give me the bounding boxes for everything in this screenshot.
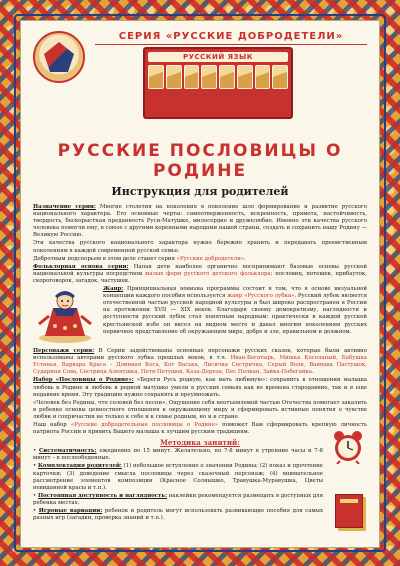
method-item-text: наклейки рекомендуется размещать в доступных для ребенка местах. [33, 492, 323, 506]
body-text [33, 204, 367, 522]
product-card [148, 65, 164, 89]
method-item-label: Игровые вариации: [38, 508, 103, 514]
purpose-label: Назначение серии: [33, 204, 96, 210]
set-text3-prefix: Наш набор [33, 421, 71, 428]
method-item: • Игровые вариации: ребенок и родитель могут использовать развивающие пособия для самых разных игр (загадки, проверка знаний и т.п.). [33, 508, 324, 522]
folk-text-suffix: : пословиц, потешек, прибауток, скороговорок, загадок, частушек. [33, 270, 367, 284]
method-item-text: (1) небольшое вступление о значении Родины; (2) показ и прочтение карточки; (3) доведение смысла пословицы через сказочный персонаж; (4) внимательное рассмотрение элементов композиции (Красное Солнышко, Травушка-Муравушка, Цветы невиданной красы и т.п.). [33, 463, 323, 491]
set-paragraph [33, 377, 367, 398]
set-text-prefix: «Береги Русь родную, как мать любимую»: сохранить в отношении малыша любовь к Родине и любовь к родной матушке умели в русских семьях как во времена стародавние, так и в еще недавние время. Эту традицию нужно сохранять и преумножать. [33, 377, 367, 398]
main-title: РУССКИЕ ПОСЛОВИЦЫ О РОДИНЕ [57, 141, 343, 181]
set-text3-suffix: поможет Вам сформировать крепкую личность патриота России и привить Вашего малыша к лучшим русским традициям. [33, 421, 367, 436]
alarm-clock-icon [331, 430, 365, 464]
folk-highlight: малых форм русского детского фольклора [145, 270, 271, 277]
folk-emblem-icon [44, 42, 74, 72]
genre-text-prefix: Принципиальная новизна программы состоит в том, что в основе визуальной концепции каждого пособия используется [103, 286, 367, 300]
subtitle: Инструкция для родителей [111, 185, 289, 198]
product-card [184, 65, 200, 89]
lubok-figure-icon [33, 286, 97, 344]
product-box-title: РУССКИЙ ЯЗЫК [148, 52, 288, 62]
method-item-text: ежедневно по 15 минут. Желательно, по 7-8 минут в утренние часы и 7-8 минут – в послеобеденные. [33, 448, 323, 462]
method-item-text: ребенок и родитель могут использовать развивающие пособия для самых разных игр (загадки, проверка знаний и т.п.). [33, 508, 324, 522]
set-paragraph-2: «Человек без Родины, что соловей без песни». Ощущение себя неотъемлемой частью Отечества помогает закалить в ребенке основы ценностного отношения к окружающему миру и сформировать истинные понятия о чувстве любви и сопричастия не только к себе и к семье родным, но и к стране. [33, 399, 367, 420]
genre-label: Жанр: [103, 286, 124, 293]
method-section [33, 448, 367, 522]
purpose-paragraph [33, 204, 367, 239]
product-card [166, 65, 182, 89]
method-item-label: Постоянная доступность и наглядность: [37, 492, 168, 499]
product-box-image [143, 47, 293, 119]
series-link-highlight: «Русские добродетели» [176, 255, 245, 262]
purpose-paragraph-2: Эти качества русского национального характера нужно бережно хранить и передавать преемственным поколениям в каждой современной русской семье. [33, 240, 367, 254]
method-item: • Комплектация родителей: (1) небольшое вступление о значении Родины; (2) показ и прочтение карточки; (3) доведение смысла пословицы через сказочный персонаж; (4) внимательное рассмотрение элементов композиции (Красное Солнышко, Травушка-Муравушка, Цветы невиданной красы и т.п.). [33, 463, 323, 491]
instruction-sheet [20, 20, 380, 548]
product-card [272, 65, 288, 89]
purpose-text3-suffix: . [244, 255, 246, 262]
series-logo [33, 31, 85, 83]
characters-highlight: Иван-Богатырь, Мишка Косолапый, Бабушка Устинья, Варвара Краса – Длинная Коса, Кот Васька, Лисичка Сестричка, Серый Волк, Ванюша Пастушок, Судариня Сова, Сестрица Аленушка, Петя-Петушок, Коза-Дереза, Пес Полкан, Зайка-Побегайка [33, 355, 367, 376]
method-title: Методика занятий: [160, 438, 240, 448]
genre-paragraph [103, 286, 367, 336]
set-paragraph-3 [33, 422, 367, 436]
genre-text-suffix: . Русский лубок является отечественной частью русской народной культуры и был широко распространен в России на протяжении XVII — XIX веков. Благодаря своему демократизму, наглядности и доступности русский лубок стал понятным народным: практически в каждой русской крестьянской избе он висел на видном месте и давал многим поколениям русских первичное представление об окружающем мире, добре и зле, правильном и должном. [103, 293, 367, 335]
characters-text-prefix: В Серии задействованы основные персонажи русских сказок, которые были активно использованы авторами русского лубка прошлых веков, в т.ч. [33, 348, 367, 362]
characters-text-suffix: . [312, 369, 314, 376]
method-item-label: Комплектация родителей: [37, 463, 122, 470]
purpose-text: Многие столетия на поколения в поколение шло формирование и развитие русского национального характера. Его основные черты: самоотверженность, искренность, прямота, настойчивость, твердость, бескорыстная преданность Руси-Матушке, милосердие и дружелюбие. Именно эти качества русского человека помогли ему, в союзе с другими коренными народами нашей страны, создать и сохранить нашу Родину — Великую Россию. [33, 204, 367, 239]
genre-highlight: жанр «Русского лубка» [227, 293, 295, 300]
purpose-text3-prefix: Добротным подспорьем в этом деле станет серия [33, 255, 177, 262]
set-label: Набор «Пословицы о Родине»: [33, 377, 134, 384]
header [33, 31, 367, 123]
set-highlight: «Русские добродетельные пословицы о Родине» [70, 421, 219, 428]
product-cards-grid [148, 65, 288, 89]
method-item: • Систематичность: ежедневно по 15 минут. Желательно, по 7-8 минут в утренние часы и 7-8 минут – в послеобеденные. [33, 448, 323, 462]
folk-text-prefix: Напая дети наиболее органично воспринимают базовые основы русской национальной культуры посредством [33, 263, 367, 277]
product-card [237, 65, 253, 89]
folk-label: Фольклорная основа серии: [33, 263, 129, 270]
product-card [255, 65, 271, 89]
book-icon [335, 494, 363, 528]
folk-paragraph [33, 264, 367, 285]
purpose-paragraph-3 [33, 256, 367, 263]
genre-block [33, 286, 367, 348]
characters-label: Персонажи серии: [33, 348, 95, 355]
method-item-label: Систематичность: [38, 448, 97, 455]
series-title: СЕРИЯ «РУССКИЕ ДОБРОДЕТЕЛИ» [95, 31, 367, 45]
characters-paragraph [33, 348, 367, 376]
method-item: • Постоянная доступность и наглядность: наклейки рекомендуется размещать в доступных для ребенка местах. [33, 492, 323, 506]
product-card [201, 65, 217, 89]
product-card [219, 65, 235, 89]
